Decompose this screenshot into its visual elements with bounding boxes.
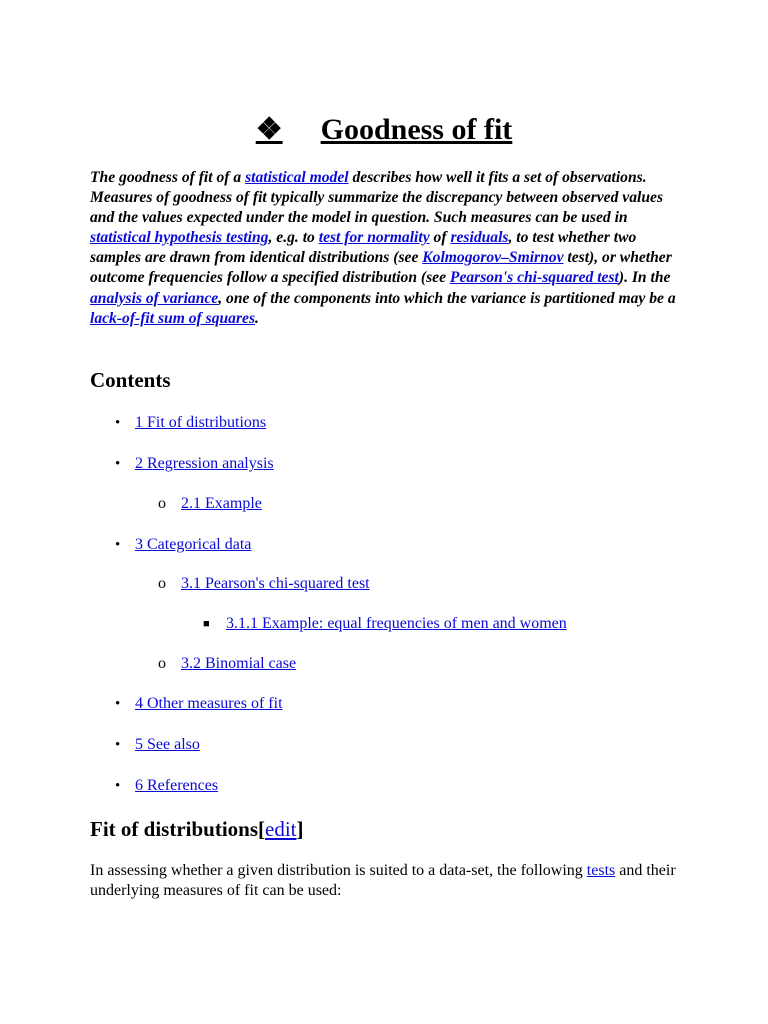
circle-bullet-icon: o — [158, 495, 166, 512]
section-paragraph — [90, 861, 690, 901]
disc-bullet-icon: • — [115, 696, 121, 712]
intro-text: , one of the components into which the variance is partitioned may be a — [218, 289, 676, 307]
link-analysis-of-variance[interactable]: analysis of variance — [90, 289, 219, 307]
page-title — [0, 110, 768, 150]
intro-text: , to test whether two samples are drawn from identical distributions (see — [90, 229, 637, 267]
section-heading-text: Fit of distributions — [90, 817, 259, 841]
disc-bullet-icon: • — [115, 778, 121, 794]
intro-text: . — [255, 309, 259, 327]
intro-text: of — [429, 229, 451, 247]
link-statistical-hypothesis-testing[interactable]: statistical hypothesis testing — [90, 229, 269, 247]
link-lack-of-fit-sum-of-squares[interactable]: lack-of-fit sum of squares — [90, 309, 256, 327]
section-heading-fit-of-distributions — [90, 815, 304, 843]
link-test-for-normality[interactable]: test for normality — [318, 229, 430, 247]
toc-item-fit-of-distributions[interactable]: 1 Fit of distributions — [135, 414, 267, 431]
disc-bullet-icon: • — [115, 415, 121, 431]
circle-bullet-icon: o — [158, 575, 166, 592]
toc-item-other-measures-of-fit[interactable]: 4 Other measures of fit — [135, 695, 283, 712]
intro-paragraph — [90, 168, 690, 329]
intro-text: describes how well it fits a set of observations. Measures of goodness of fit typically summarize the discrepancy between observed values and the values expected under the model in question. Such measures can be used in — [90, 169, 664, 227]
edit-link[interactable]: edit — [265, 817, 297, 841]
diamond-ornament-icon: ❖ — [255, 113, 283, 146]
contents-heading: Contents — [90, 368, 171, 392]
toc-item-categorical-data[interactable]: 3 Categorical data — [135, 536, 252, 553]
toc-item-binomial-case[interactable]: 3.2 Binomial case — [181, 655, 297, 672]
link-statistical-model[interactable]: statistical model — [245, 169, 349, 186]
toc-item-pearsons-chi-squared-test[interactable]: 3.1 Pearson's chi-squared test — [181, 575, 370, 592]
paragraph-text: and their underlying measures of fit can be used: — [90, 862, 676, 899]
link-kolmogorov-smirnov[interactable]: Kolmogorov–Smirnov — [422, 249, 564, 267]
disc-bullet-icon: • — [115, 456, 121, 472]
toc-item-example[interactable]: 2.1 Example — [181, 495, 262, 512]
intro-text: The goodness of fit of a — [90, 169, 246, 186]
page-title-text: Goodness of fit — [320, 113, 513, 146]
intro-text: ). In the — [618, 269, 671, 287]
edit-bracket-open: [ — [258, 817, 266, 841]
toc-item-regression-analysis[interactable]: 2 Regression analysis — [135, 455, 274, 472]
disc-bullet-icon: • — [115, 537, 121, 553]
square-bullet-icon: ■ — [203, 618, 210, 630]
disc-bullet-icon: • — [115, 737, 121, 753]
intro-text: , e.g. to — [268, 229, 319, 247]
intro-text: test), or whether outcome frequencies follow a specified distribution (see — [90, 249, 672, 287]
link-pearsons-chi-squared-test[interactable]: Pearson's chi-squared test — [449, 269, 619, 287]
toc-item-see-also[interactable]: 5 See also — [135, 736, 200, 753]
paragraph-text: In assessing whether a given distribution is suited to a data-set, the following — [90, 862, 587, 879]
toc-item-references[interactable]: 6 References — [135, 777, 219, 794]
link-tests[interactable]: tests — [586, 862, 616, 879]
toc-item-example-equal-frequencies[interactable]: 3.1.1 Example: equal frequencies of men and women — [226, 615, 567, 632]
edit-bracket-close: ] — [296, 817, 304, 841]
circle-bullet-icon: o — [158, 655, 166, 672]
link-residuals[interactable]: residuals — [450, 229, 509, 247]
